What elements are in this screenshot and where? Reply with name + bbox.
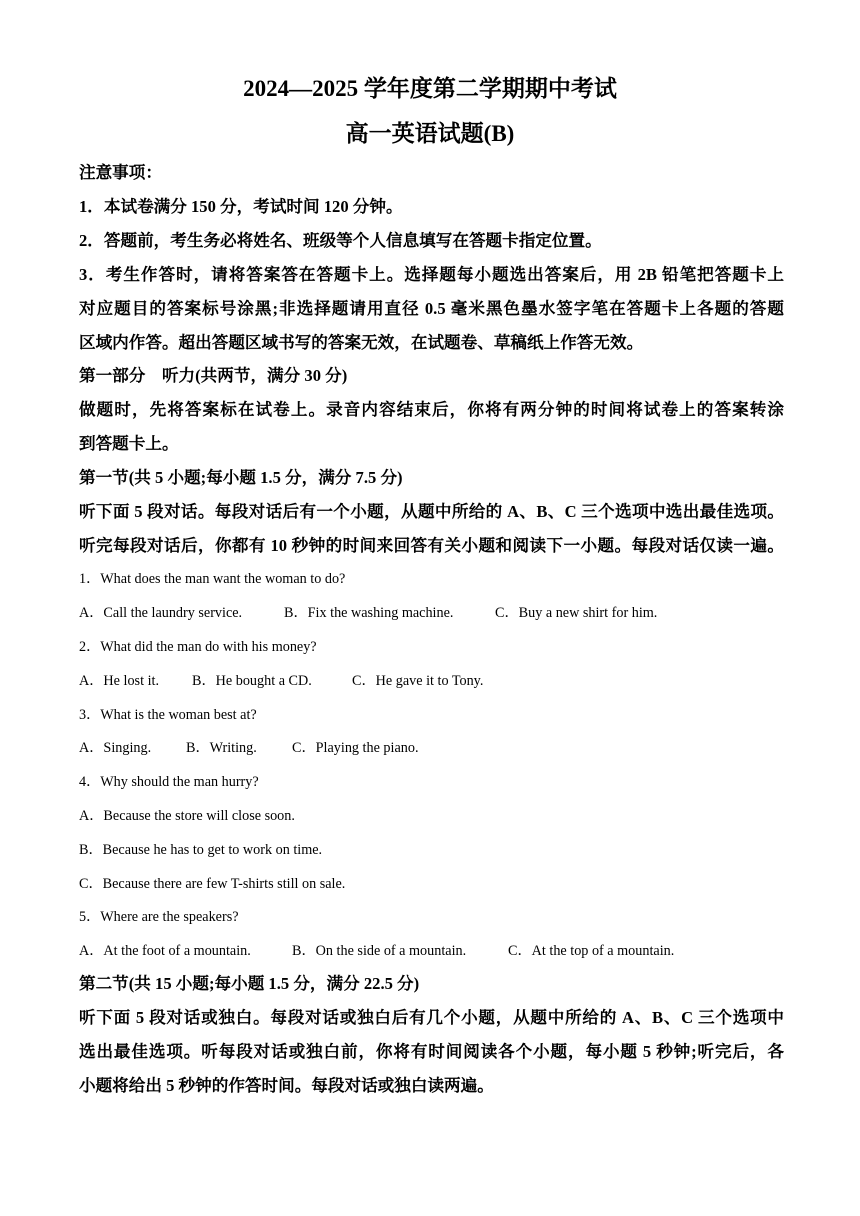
question-3-options (79, 736, 784, 760)
question-4-option-c: C．Because there are few T-shirts still on sale. (79, 876, 346, 892)
notes-item-3-line-2: 对应题目的答案标号涂黑;非选择题请用直径 0.5 毫米黑色墨水签字笔在答题卡上各题的答题 (79, 299, 784, 318)
page-title: 2024—2025 学年度第二学期期中考试 (243, 76, 617, 101)
question-5-option-a: A．At the foot of a mountain. (79, 943, 251, 959)
question-3-option-b: B．Writing. (186, 740, 257, 756)
section2-instruction-line-3: 小题将给出 5 秒钟的作答时间。每段对话或独白读两遍。 (79, 1076, 494, 1095)
section1-heading: 第一节(共 5 小题;每小题 1.5 分，满分 7.5 分) (79, 468, 403, 487)
notes-item-3-line-3: 区域内作答。超出答题区域书写的答案无效，在试题卷、草稿纸上作答无效。 (79, 333, 644, 352)
question-5-option-b: B．On the side of a mountain. (292, 943, 467, 959)
section1-instruction-line-2: 听完每段对话后，你都有 10 秒钟的时间来回答有关小题和阅读下一小题。每段对话仅读一遍。 (79, 536, 784, 555)
notes-item-3-line-1: 3．考生作答时，请将答案答在答题卡上。选择题每小题选出答案后，用 2B 铅笔把答题卡上 (79, 265, 784, 284)
question-1-stem: 1．What does the man want the woman to do? (79, 571, 346, 587)
notes-heading: 注意事项： (79, 163, 162, 182)
section2-heading: 第二节(共 15 小题;每小题 1.5 分，满分 22.5 分) (79, 974, 420, 993)
question-1-option-b: B．Fix the washing machine. (284, 605, 454, 621)
question-2-stem: 2．What did the man do with his money? (79, 639, 317, 655)
question-4-stem: 4．Why should the man hurry? (79, 774, 259, 790)
section2-instruction-line-1: 听下面 5 段对话或独白。每段对话或独白后有几个小题，从题中所给的 A、B、C 三个选项中 (79, 1008, 784, 1027)
question-4-option-a: A．Because the store will close soon. (79, 808, 295, 824)
question-3-option-a: A．Singing. (79, 740, 152, 756)
question-1-options (79, 601, 784, 625)
notes-item-2: 2．答题前，考生务必将姓名、班级等个人信息填写在答题卡指定位置。 (79, 231, 602, 250)
question-3-stem: 3．What is the woman best at? (79, 707, 257, 723)
question-1-option-a: A．Call the laundry service. (79, 605, 243, 621)
question-2-options (79, 669, 784, 693)
section2-instruction-line-2: 选出最佳选项。听每段对话或独白前，你将有时间阅读各个小题，每小题 5 秒钟;听完后，各 (79, 1042, 784, 1061)
question-5-options (79, 939, 784, 963)
question-1-option-c: C．Buy a new shirt for him. (495, 605, 658, 621)
part1-instruction-line-1: 做题时，先将答案标在试卷上。录音内容结束后，你将有两分钟的时间将试卷上的答案转涂 (79, 400, 784, 419)
question-3-option-c: C．Playing the piano. (292, 740, 419, 756)
question-2-option-c: C．He gave it to Tony. (352, 673, 484, 689)
question-2-option-b: B．He bought a CD. (192, 673, 312, 689)
question-5-option-c: C．At the top of a mountain. (508, 943, 675, 959)
question-4-option-b: B．Because he has to get to work on time. (79, 842, 323, 858)
section1-instruction-line-1: 听下面 5 段对话。每段对话后有一个小题，从题中所给的 A、B、C 三个选项中选出最佳选项。 (79, 502, 784, 521)
notes-item-1: 1．本试卷满分 150 分，考试时间 120 分钟。 (79, 197, 403, 216)
part1-heading: 第一部分 听力(共两节，满分 30 分) (79, 366, 348, 385)
part1-instruction-line-2: 到答题卡上。 (79, 434, 179, 453)
page-subtitle: 高一英语试题(B) (345, 121, 515, 146)
question-5-stem: 5．Where are the speakers? (79, 909, 239, 925)
question-2-option-a: A．He lost it. (79, 673, 159, 689)
